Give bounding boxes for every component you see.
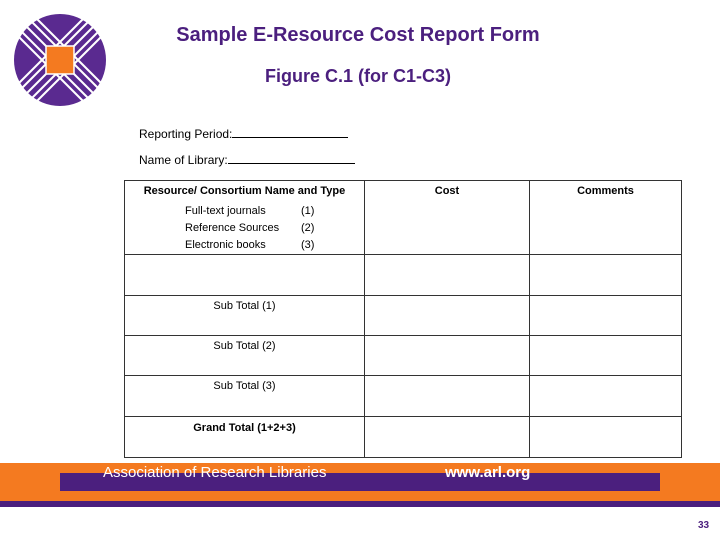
reporting-period-field xyxy=(139,125,348,141)
library-name-blank xyxy=(228,151,355,164)
comments-cell[interactable] xyxy=(530,255,682,296)
type-code: (3) xyxy=(301,239,315,251)
cost-report-table xyxy=(124,180,682,458)
list-item xyxy=(185,220,364,237)
column-header-resource: Resource/ Consortium Name and Type xyxy=(143,185,346,197)
column-header-cost: Cost xyxy=(365,181,530,255)
cost-cell[interactable] xyxy=(365,255,530,296)
reporting-period-label: Reporting Period: xyxy=(139,127,233,141)
footer-url-link[interactable]: www.arl.org xyxy=(445,464,531,481)
cost-cell[interactable] xyxy=(365,296,530,336)
type-label: Electronic books xyxy=(185,239,266,251)
table-row xyxy=(125,336,682,376)
footer-organization: Association of Research Libraries xyxy=(103,464,327,481)
type-label: Full-text journals xyxy=(185,205,266,217)
reporting-period-blank xyxy=(232,125,348,138)
type-label: Reference Sources xyxy=(185,222,280,234)
table-row xyxy=(125,376,682,417)
comments-cell[interactable] xyxy=(530,336,682,376)
comments-cell[interactable] xyxy=(530,417,682,458)
subtotal-2-label: Sub Total (2) xyxy=(125,336,365,376)
resource-types-list xyxy=(185,203,364,254)
column-header-comments: Comments xyxy=(530,181,682,255)
cost-cell[interactable] xyxy=(365,336,530,376)
page-title: Sample E-Resource Cost Report Form xyxy=(176,24,540,46)
table-row xyxy=(125,296,682,336)
header-cell-resource xyxy=(125,181,365,255)
page-number: 33 xyxy=(698,520,710,531)
entry-cell[interactable] xyxy=(125,255,365,296)
library-name-label: Name of Library: xyxy=(139,153,228,167)
cost-cell[interactable] xyxy=(365,417,530,458)
table-header-row xyxy=(125,181,682,255)
subtotal-3-label: Sub Total (3) xyxy=(125,376,365,417)
grand-total-label: Grand Total (1+2+3) xyxy=(125,417,365,458)
table-row xyxy=(125,417,682,458)
type-code: (2) xyxy=(301,222,315,234)
page-subtitle: Figure C.1 (for C1-C3) xyxy=(264,66,451,86)
footer-band xyxy=(0,463,720,501)
cost-cell[interactable] xyxy=(365,376,530,417)
comments-cell[interactable] xyxy=(530,296,682,336)
library-name-field xyxy=(139,151,355,167)
list-item xyxy=(185,203,364,220)
comments-cell[interactable] xyxy=(530,376,682,417)
table-row xyxy=(125,255,682,296)
type-code: (1) xyxy=(301,205,315,217)
bottom-divider xyxy=(0,501,720,507)
list-item xyxy=(185,237,364,254)
subtotal-1-label: Sub Total (1) xyxy=(125,296,365,336)
